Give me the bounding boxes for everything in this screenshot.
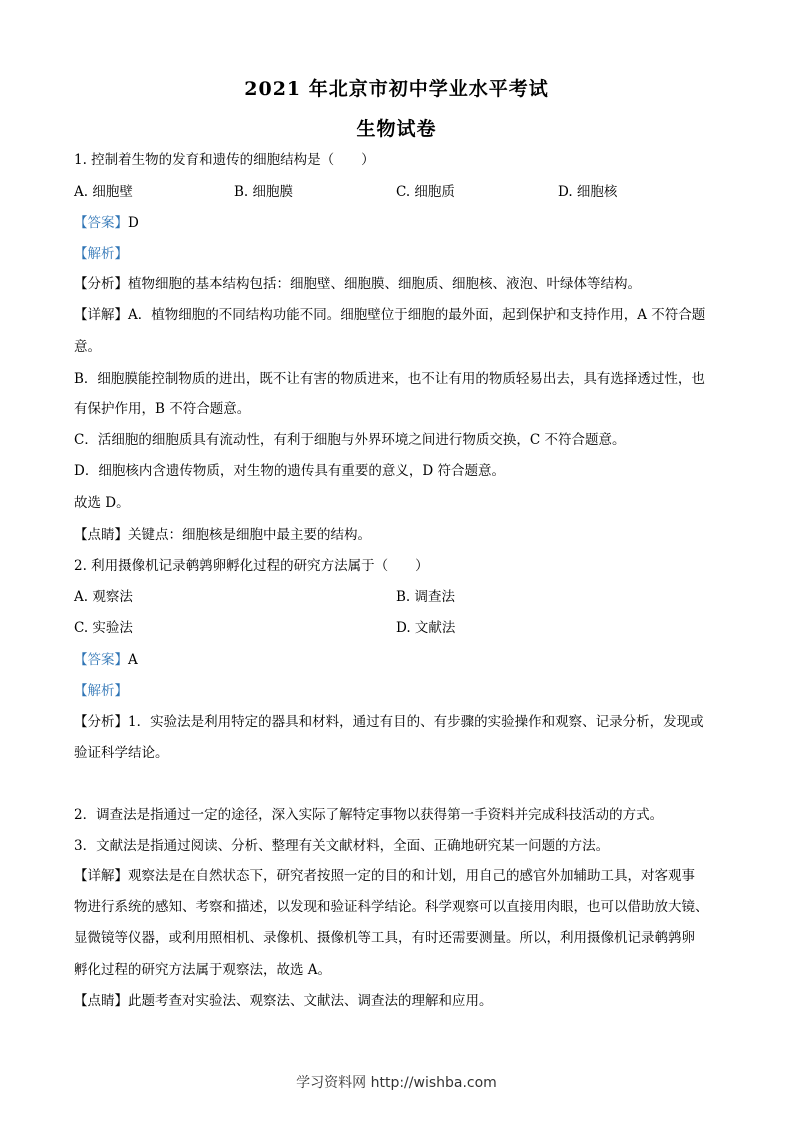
q1-option-c: C. 细胞质 (396, 184, 455, 200)
answer-value: A (128, 652, 138, 668)
q2-comment: 【点睛】此题考查对实验法、观察法、文献法、调查法的理解和应用。 (74, 993, 493, 1009)
q1-conclusion: 故选 D。 (74, 495, 130, 511)
q2-analysis-tag: 【解析】 (74, 683, 128, 699)
exam-title: 2021 年北京市初中学业水平考试 (244, 78, 549, 100)
q2-analysis-line: 【分析】1．实验法是利用特定的器具和材料，通过有目的、有步骤的实验操作和观察、记录分析，发现或 (74, 714, 704, 730)
q2-detail-line: 【详解】观察法是在自然状态下，研究者按照一定的目的和计划，用自己的感官外加辅助工具，对客观事 (74, 868, 695, 884)
q2-detail-line: 显微镜等仪器，或利用照相机、录像机、摄像机等工具，有时还需要测量。所以，利用摄像机记录鹌鹑卵 (74, 930, 695, 946)
answer-tag: 【答案】 (74, 652, 128, 668)
q1-detail-line: 意。 (74, 339, 101, 355)
q1-answer (74, 214, 724, 232)
q2-analysis-line: 2．调查法是指通过一定的途径，深入实际了解特定事物以获得第一手资料并完成科技活动的方式。 (74, 807, 664, 823)
q1-analysis: 【分析】植物细胞的基本结构包括：细胞壁、细胞膜、细胞质、细胞核、液泡、叶绿体等结构。 (74, 276, 641, 292)
q1-detail-line: 有保护作用，B 不符合题意。 (74, 401, 251, 417)
q2-option-b: B. 调查法 (396, 589, 456, 605)
q1-detail-line: 【详解】A．植物细胞的不同结构功能不同。细胞壁位于细胞的最外面，起到保护和支持作用，A 不符合题 (74, 307, 706, 323)
q1-detail-line: D．细胞核内含遗传物质，对生物的遗传具有重要的意义，D 符合题意。 (74, 463, 505, 479)
q1-option-d: D. 细胞核 (558, 184, 618, 200)
q1-option-b: B. 细胞膜 (234, 184, 294, 200)
q2-analysis-line: 验证科学结论。 (74, 745, 169, 761)
q2-option-a: A. 观察法 (74, 589, 133, 605)
q1-detail-line: C．活细胞的细胞质具有流动性，有利于细胞与外界环境之间进行物质交换，C 不符合题意。 (74, 432, 626, 448)
q2-analysis-line: 3．文献法是指通过阅读、分析、整理有关文献材料，全面、正确地研究某一问题的方法。 (74, 838, 610, 854)
answer-value: D (128, 215, 139, 231)
q1-option-a: A. 细胞壁 (74, 184, 133, 200)
q1-analysis-tag: 【解析】 (74, 246, 128, 262)
q2-detail-line: 物进行系统的感知、考察和描述，以发现和验证科学结论。科学观察可以直接用肉眼，也可以借助放大镜、 (74, 899, 709, 915)
q2-option-c: C. 实验法 (74, 620, 133, 636)
q2-answer (74, 651, 724, 669)
q2-detail-line: 孵化过程的研究方法属于观察法，故选 A。 (74, 962, 332, 978)
q2-stem: 2. 利用摄像机记录鹌鹑卵孵化过程的研究方法属于（ ） (74, 558, 429, 574)
q2-option-d: D. 文献法 (396, 620, 456, 636)
exam-subtitle: 生物试卷 (356, 118, 437, 140)
q1-detail-line: B．细胞膜能控制物质的进出，既不让有害的物质进来，也不让有用的物质轻易出去，具有选择透过性，也 (74, 371, 705, 387)
q1-stem: 1. 控制着生物的发育和遗传的细胞结构是（ ） (74, 152, 375, 168)
q1-comment: 【点睛】关键点：细胞核是细胞中最主要的结构。 (74, 527, 371, 543)
footer-watermark: 学习资料网 http://wishba.com (296, 1075, 497, 1091)
answer-tag: 【答案】 (74, 215, 128, 231)
